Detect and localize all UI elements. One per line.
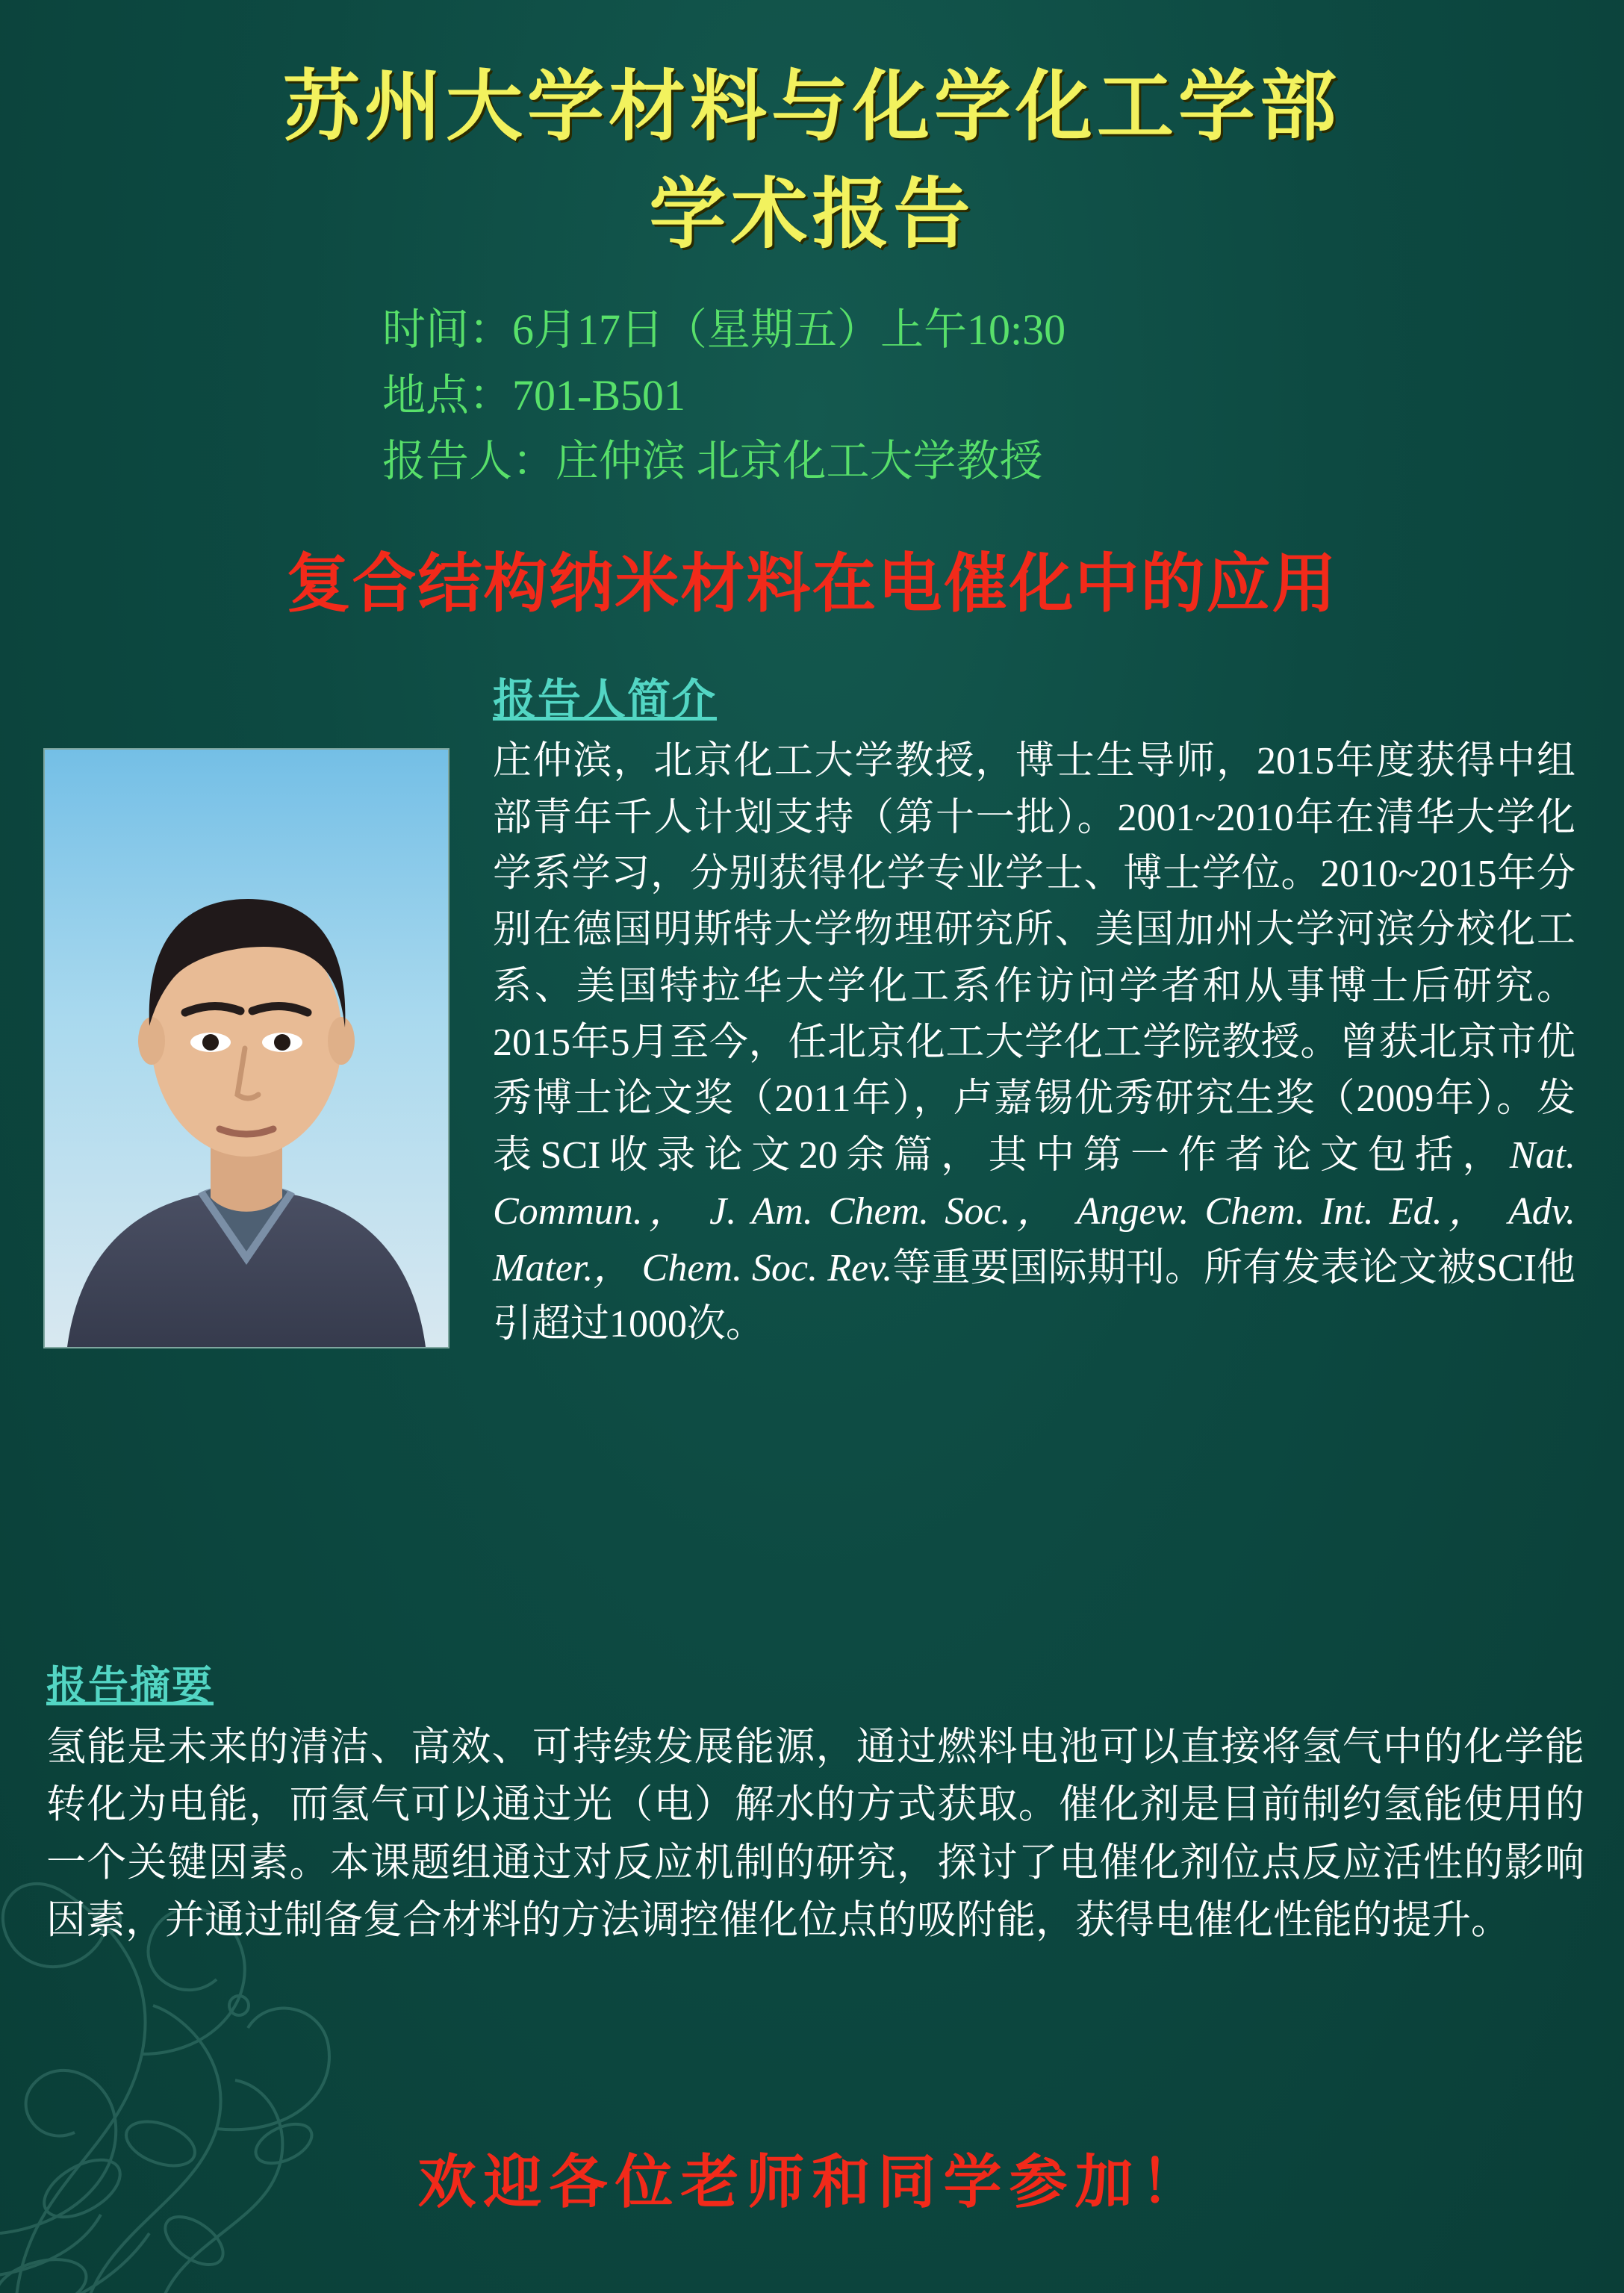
poster-title-line-1: 苏州大学材料与化学化工学部 — [283, 62, 1341, 152]
event-info — [0, 297, 1624, 494]
abstract-text: 氢能是未来的清洁、高效、可持续发展能源，通过燃料电池可以直接将氢气中的化学能转化为电能，而氢气可以通过光（电）解水的方式获取。催化剂是目前制约氢能使用的一个关键因素。本课题组通过对反应机制的研究，探讨了电催化剂位点反应活性的影响因素，并通过制备复合材料的方法调控催化位点的吸附能，获得电催化性能的提升。 — [46, 1726, 1584, 1943]
event-speaker: 报告人：庄仲滨 北京化工大学教授 — [382, 436, 1043, 485]
bio-text-part2: 等重要国际期刊。所有发表论文被SCI他引超过1000次。 — [493, 1246, 1576, 1346]
welcome-footer: 欢迎各位老师和同学参加！ — [417, 2149, 1207, 2216]
speaker-bio-section — [0, 665, 1624, 1471]
event-place: 地点：701-B501 — [382, 370, 686, 420]
bio-paragraph — [493, 733, 1575, 1352]
event-time: 时间：6月17日（星期五）上午10:30 — [382, 305, 1066, 354]
talk-title: 复合结构纳米材料在电催化中的应用 — [286, 548, 1338, 620]
speaker-portrait — [43, 748, 449, 1348]
bio-journals: Nat. Commun.， J. Am. Chem. Soc.， Angew. Chem. Int. Ed.， Adv. Mater.， Chem. Soc. Rev. — [493, 1133, 1575, 1289]
bio-heading: 报告人简介 — [493, 676, 718, 725]
bio-text-part1: 庄仲滨，北京化工大学教授，博士生导师，2015年度获得中组部青年千人计划支持（第十一批）。2001~2010年在清华大学化学系学习，分别获得化学专业学士、博士学位。2010~2015年分别在德国明斯特大学物理研究所、美国加州大学河滨分校化工系、美国特拉华大学化工系作访问学者和从事博士后研究。2015年5月至今，任北京化工大学化工学院教授。曾获北京市优秀博士论文奖（2011年），卢嘉锡优秀研究生奖（2009年）。发表SCI收录论文20余篇，其中第一作者论文包括， — [493, 740, 1575, 1177]
abstract-section — [46, 1654, 1584, 1950]
abstract-heading: 报告摘要 — [46, 1664, 214, 1708]
poster-title-line-2: 学术报告 — [649, 169, 975, 259]
poster-header — [0, 0, 1624, 264]
